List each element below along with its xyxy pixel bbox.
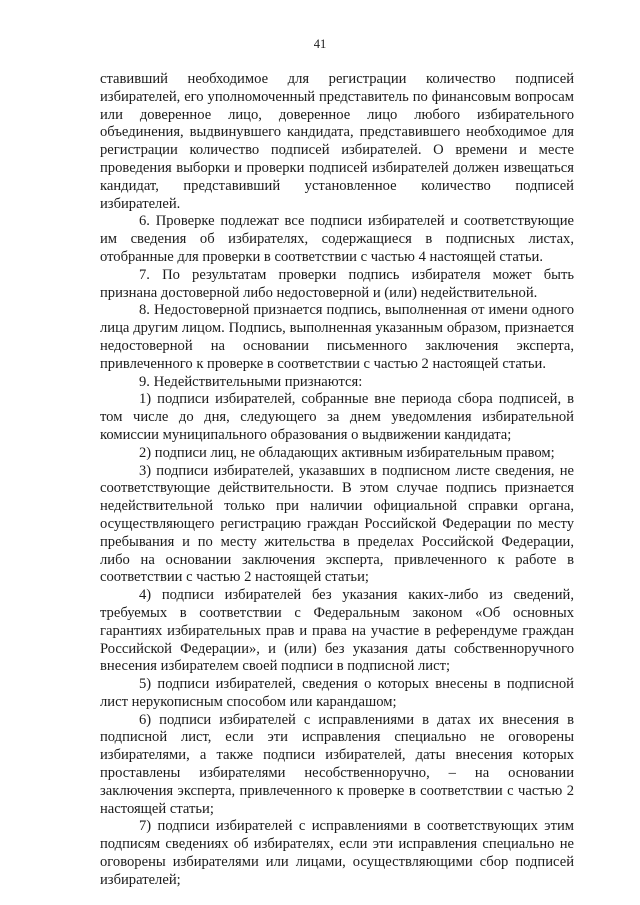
paragraph-item-8: 8. Недостоверной признается подпись, выполненная от имени одного лица другим лицом. Подпись, выполненная указанным образом, признается недостоверной на основании письменного заключения эксперта, привлеченного к проверке в соответствии с частью 2 настоящей статьи. bbox=[100, 302, 574, 372]
subitem-4: 4) подписи избирателей без указания каких-либо из сведений, требуемых в соответствии с Федеральным законом «Об основных гарантиях избирательных прав и права на участие в референдуме граждан Российской Федерации», и (или) без указания даты собственноручного внесения избирателем своей подписи в подписной лист; bbox=[100, 587, 574, 675]
subitem-6: 6) подписи избирателей с исправлениями в датах их внесения в подписной лист, если эти исправления специально не оговорены избирателями, а также подписи избирателей, даты внесения которых проставлены избирателями несобственноручно, – на основании заключения эксперта, привлеченного к проверке в соответствии с частью 2 настоящей статьи; bbox=[100, 711, 574, 817]
page-number: 41 bbox=[313, 37, 327, 51]
paragraph-item-7: 7. По результатам проверки подпись избирателя может быть признана достоверной либо недостоверной и (или) недействительной. bbox=[100, 266, 574, 301]
subitem-1: 1) подписи избирателей, собранные вне периода сбора подписей, в том числе до дня, следующего за днем уведомления избирательной комиссии муниципального образования о выдвижении кандидата; bbox=[100, 391, 574, 443]
subitem-7: 7) подписи избирателей с исправлениями в соответствующих этим подписям сведениях об избирателях, если эти исправления специально не оговорены избирателями или лицами, осуществляющими сбор подписей избирателей; bbox=[100, 818, 574, 888]
paragraph-continuation: ставивший необходимое для регистрации количество подписей избирателей, его уполномоченный представитель по финансовым вопросам или доверенное лицо, доверенное лицо любого избирательного объединения, выдвинувшего кандидата, представившего необходимое для регистрации количество подписей избирателей. О времени и месте проведения выборки и проверки подписей избирателей должен извещаться кандидат, представивший установленное количество подписей избирателей. bbox=[100, 71, 574, 212]
subitem-5: 5) подписи избирателей, сведения о которых внесены в подписной лист нерукописным способом или карандашом; bbox=[100, 676, 574, 710]
subitem-2: 2) подписи лиц, не обладающих активным избирательным правом; bbox=[139, 444, 555, 461]
paragraph-item-6: 6. Проверке подлежат все подписи избирателей и соответствующие им сведения об избирателях, содержащиеся в подписных листах, отобранные для проверки в соответствии с частью 4 настоящей статьи. bbox=[100, 213, 574, 265]
paragraph-item-9: 9. Недействительными признаются: bbox=[139, 373, 363, 390]
subitem-3: 3) подписи избирателей, указавших в подписном листе сведения, не соответствующие действительности. В этом случае подпись признается недействительной только при наличии официальной справки органа, осуществляющего регистрацию граждан Российской Федерации по месту пребывания и по месту жительства в пределах Российской Федерации, либо на основании заключения эксперта, привлеченного к работе в соответствии с частью 2 настоящей статьи; bbox=[100, 462, 574, 586]
document-body bbox=[100, 71, 574, 890]
